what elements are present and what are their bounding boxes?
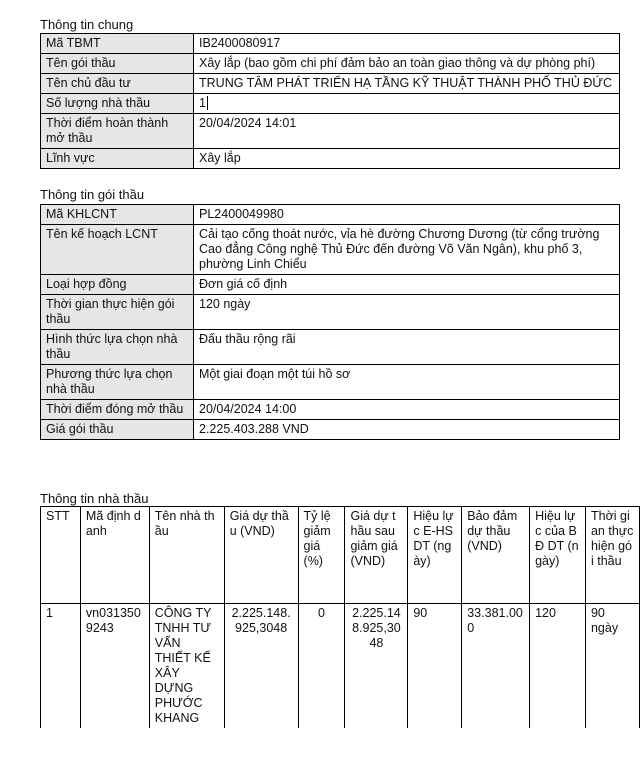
contractor-header-row [41,507,640,604]
cell-hieu-luc-ehsdt: 90 [408,604,462,729]
general-info-table [40,33,620,169]
row-linh-vuc [41,149,620,169]
value-thoi-diem-dong-mo-thau: 20/04/2024 14:00 [194,400,620,420]
key-ma-khlcnt: Mã KHLCNT [41,205,194,225]
value-so-luong-nha-thau: 1 [199,96,206,110]
cell-hieu-luc-bddt: 120 [530,604,586,729]
header-ty-le-giam-gia: Tỷ lệ giảm giá (%) [298,507,345,604]
row-thoi-diem-hoan-thanh [41,114,620,149]
value-hinh-thuc-lua-chon: Đấu thầu rộng rãi [194,330,620,365]
contractor-table [40,506,640,728]
cell-thoi-gian-thuc-hien: 90 ngày [585,604,639,729]
value-thoi-diem-hoan-thanh: 20/04/2024 14:01 [194,114,620,149]
header-gia-du-thau: Giá dự thầu (VND) [224,507,298,604]
row-loai-hop-dong [41,275,620,295]
cell-gia-du-thau: 2.225.148.925,3048 [224,604,298,729]
value-ma-khlcnt: PL2400049980 [194,205,620,225]
key-loai-hop-dong: Loại hợp đồng [41,275,194,295]
row-thoi-diem-dong-mo-thau [41,400,620,420]
cell-stt: 1 [41,604,81,729]
package-info-table [40,204,620,440]
value-ten-ke-hoach: Cải tạo cống thoát nước, vỉa hè đường Chương Dương (từ cổng trường Cao đẳng Công nghệ Thủ Đức đến đường Võ Văn Ngân), khu phố 3, phường Linh Chiểu [194,225,620,275]
value-phuong-thuc-lua-chon: Một giai đoạn một túi hồ sơ [194,365,620,400]
cell-ten-nha-thau: CÔNG TY TNHH TƯ VẤN THIẾT KẾ XÂY DỰNG PHƯỚC KHANG [149,604,224,729]
value-ma-tbmt: IB2400080917 [194,34,620,54]
key-ten-ke-hoach: Tên kế hoạch LCNT [41,225,194,275]
key-linh-vuc: Lĩnh vực [41,149,194,169]
value-thoi-gian-thuc-hien: 120 ngày [194,295,620,330]
general-info-title: Thông tin chung [40,17,134,32]
header-gia-sau-giam-gia: Giá dự thầu sau giảm giá (VND) [345,507,408,604]
header-stt: STT [41,507,81,604]
key-hinh-thuc-lua-chon: Hình thức lựa chọn nhà thầu [41,330,194,365]
key-thoi-gian-thuc-hien: Thời gian thực hiện gói thầu [41,295,194,330]
contractor-info-title: Thông tin nhà thầu [40,491,149,506]
package-info-title: Thông tin gói thầu [40,187,145,202]
key-thoi-diem-dong-mo-thau: Thời điểm đóng mở thầu [41,400,194,420]
row-ma-tbmt [41,34,620,54]
header-hieu-luc-ehsdt: Hiệu lực E-HSDT (ngày) [408,507,462,604]
row-gia-goi-thau [41,420,620,440]
text-cursor [207,96,208,110]
cell-gia-sau-giam-gia: 2.225.148.925,3048 [345,604,408,729]
row-ten-goi-thau [41,54,620,74]
key-ten-goi-thau: Tên gói thầu [41,54,194,74]
cell-ma-dinh-danh: vn0313509243 [80,604,149,729]
row-chu-dau-tu [41,74,620,94]
row-ma-khlcnt [41,205,620,225]
key-thoi-diem-hoan-thanh: Thời điểm hoàn thành mở thầu [41,114,194,149]
cell-bao-dam-du-thau: 33.381.000 [462,604,530,729]
cell-ty-le-giam-gia: 0 [298,604,345,729]
row-thoi-gian-thuc-hien [41,295,620,330]
table-row [41,604,640,729]
value-so-luong-nha-thau-cell[interactable] [194,94,620,114]
value-gia-goi-thau: 2.225.403.288 VND [194,420,620,440]
key-phuong-thuc-lua-chon: Phương thức lựa chọn nhà thầu [41,365,194,400]
row-ten-ke-hoach [41,225,620,275]
value-loai-hop-dong: Đơn giá cố định [194,275,620,295]
header-bao-dam-du-thau: Bảo đảm dự thầu (VND) [462,507,530,604]
header-ten-nha-thau: Tên nhà thầu [149,507,224,604]
value-linh-vuc: Xây lắp [194,149,620,169]
key-chu-dau-tu: Tên chủ đầu tư [41,74,194,94]
row-phuong-thuc-lua-chon [41,365,620,400]
header-thoi-gian-thuc-hien: Thời gian thực hiện gói thầu [585,507,639,604]
row-hinh-thuc-lua-chon [41,330,620,365]
key-so-luong-nha-thau: Số lượng nhà thầu [41,94,194,114]
row-so-luong-nha-thau [41,94,620,114]
key-ma-tbmt: Mã TBMT [41,34,194,54]
key-gia-goi-thau: Giá gói thầu [41,420,194,440]
header-hieu-luc-bddt: Hiệu lực của BĐ DT (ngày) [530,507,586,604]
header-ma-dinh-danh: Mã định danh [80,507,149,604]
value-chu-dau-tu: TRUNG TÂM PHÁT TRIỂN HẠ TẦNG KỸ THUẬT THÀNH PHỐ THỦ ĐỨC [194,74,620,94]
value-ten-goi-thau: Xây lắp (bao gồm chi phí đảm bảo an toàn giao thông và dự phòng phí) [194,54,620,74]
